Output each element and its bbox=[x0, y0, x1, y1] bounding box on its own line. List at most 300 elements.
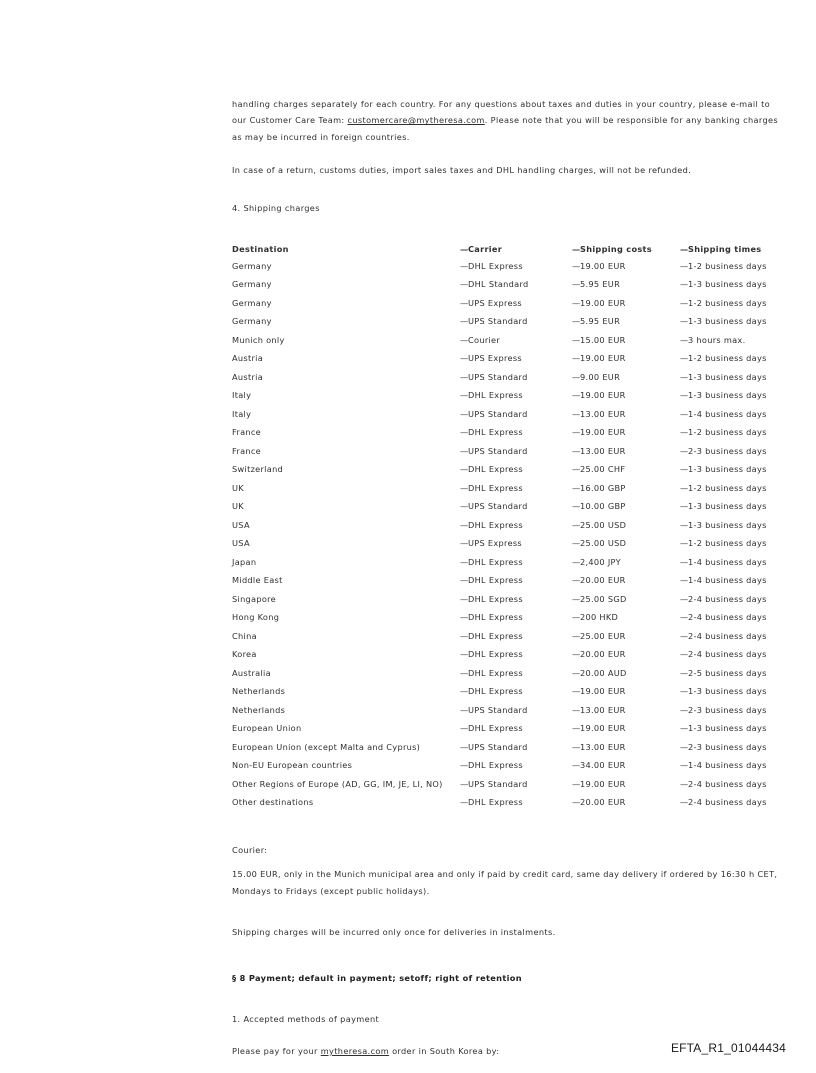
cell-shipping-time bbox=[680, 719, 784, 738]
cell-shipping-cost bbox=[572, 682, 680, 701]
dash-marker: — bbox=[460, 612, 469, 623]
cell-carrier bbox=[460, 756, 572, 775]
cell-shipping-cost-label: 5.95 EUR bbox=[580, 279, 621, 290]
cell-destination: USA bbox=[232, 538, 250, 549]
cell-shipping-cost-label: 19.00 EUR bbox=[580, 686, 626, 697]
cell-shipping-cost-label: 13.00 EUR bbox=[580, 408, 626, 419]
table-row bbox=[232, 386, 784, 405]
cell-carrier bbox=[460, 534, 572, 553]
table-row bbox=[232, 608, 784, 627]
cell-shipping-cost-label: 13.00 EUR bbox=[580, 445, 626, 456]
dash-marker: — bbox=[572, 723, 581, 734]
cell-carrier-label: DHL Express bbox=[468, 797, 523, 808]
dash-marker: — bbox=[572, 334, 581, 345]
dash-marker: — bbox=[460, 279, 469, 290]
dash-marker: — bbox=[460, 316, 469, 327]
cell-shipping-cost-label: 19.00 EUR bbox=[580, 260, 626, 271]
dash-marker: — bbox=[680, 723, 689, 734]
table-row bbox=[232, 275, 784, 294]
cell-carrier bbox=[460, 775, 572, 794]
intro-text-part2: . Please note that you will be responsible for any banking charges as may be incurred in foreign countries. bbox=[232, 115, 779, 142]
table-row bbox=[232, 590, 784, 609]
cell-carrier-label: UPS Standard bbox=[468, 741, 528, 752]
dash-marker: — bbox=[460, 667, 469, 678]
dash-marker: — bbox=[572, 390, 581, 401]
table-row bbox=[232, 738, 784, 757]
cell-shipping-time bbox=[680, 682, 784, 701]
cell-shipping-time bbox=[680, 405, 784, 424]
dash-marker: — bbox=[680, 501, 689, 512]
spacer bbox=[232, 991, 784, 1011]
cell-shipping-cost-label: 25.00 CHF bbox=[580, 464, 626, 475]
cell-shipping-cost bbox=[572, 590, 680, 609]
cell-shipping-time bbox=[680, 479, 784, 498]
cell-carrier-label: DHL Express bbox=[468, 260, 523, 271]
cell-shipping-time bbox=[680, 756, 784, 775]
dash-marker: — bbox=[460, 519, 469, 530]
dash-marker: — bbox=[460, 686, 469, 697]
cell-carrier bbox=[460, 405, 572, 424]
cell-carrier-label: DHL Express bbox=[468, 760, 523, 771]
dash-marker: — bbox=[572, 353, 581, 364]
column-header-shipping-costs bbox=[572, 244, 680, 257]
table-row bbox=[232, 405, 784, 424]
dash-marker: — bbox=[680, 279, 689, 290]
dash-marker: — bbox=[572, 538, 581, 549]
cell-shipping-cost-label: 20.00 EUR bbox=[580, 575, 626, 586]
cell-shipping-cost bbox=[572, 368, 680, 387]
cell-shipping-time-label: 3 hours max. bbox=[688, 334, 746, 345]
cell-carrier-label: DHL Express bbox=[468, 723, 523, 734]
cell-destination: Other destinations bbox=[232, 797, 314, 808]
cell-carrier bbox=[460, 701, 572, 720]
cell-carrier-label: UPS Standard bbox=[468, 704, 528, 715]
cell-shipping-time bbox=[680, 423, 784, 442]
dash-marker: — bbox=[572, 371, 581, 382]
column-header-carrier bbox=[460, 244, 572, 257]
cell-carrier bbox=[460, 294, 572, 313]
cell-destination: Netherlands bbox=[232, 704, 286, 715]
cell-shipping-time bbox=[680, 534, 784, 553]
cell-shipping-cost-label: 16.00 GBP bbox=[580, 482, 626, 493]
dash-marker: — bbox=[460, 704, 469, 715]
dash-marker: — bbox=[680, 593, 689, 604]
cell-carrier-label: UPS Standard bbox=[468, 371, 528, 382]
payment-methods-subheading: 1. Accepted methods of payment bbox=[232, 1013, 380, 1024]
dash-marker: — bbox=[680, 353, 689, 364]
cell-shipping-time bbox=[680, 701, 784, 720]
cell-shipping-time-label: 2-4 business days bbox=[688, 649, 767, 660]
cell-destination: Austria bbox=[232, 353, 264, 364]
spacer bbox=[232, 812, 784, 834]
cell-destination: Hong Kong bbox=[232, 612, 280, 623]
table-row bbox=[232, 460, 784, 479]
cell-destination: Italy bbox=[232, 408, 252, 419]
cell-carrier-label: UPS Express bbox=[468, 538, 522, 549]
dash-marker: — bbox=[460, 482, 469, 493]
table-header-row bbox=[232, 244, 784, 257]
cell-carrier-label: DHL Express bbox=[468, 667, 523, 678]
dash-marker: — bbox=[572, 760, 581, 771]
cell-shipping-cost-label: 2,400 JPY bbox=[580, 556, 621, 567]
cell-carrier-label: DHL Express bbox=[468, 593, 523, 604]
dash-marker: — bbox=[572, 445, 581, 456]
dash-marker: — bbox=[680, 686, 689, 697]
document-content bbox=[232, 96, 784, 1059]
dash-marker: — bbox=[680, 630, 689, 641]
cell-shipping-time-label: 2-4 business days bbox=[688, 630, 767, 641]
dash-marker: — bbox=[680, 297, 689, 308]
spacer bbox=[232, 907, 784, 924]
shipping-charges-table bbox=[232, 244, 784, 812]
dash-marker: — bbox=[680, 390, 689, 401]
table-row bbox=[232, 516, 784, 535]
cell-shipping-cost bbox=[572, 405, 680, 424]
dash-marker: — bbox=[572, 741, 581, 752]
dash-marker: — bbox=[460, 649, 469, 660]
cell-shipping-cost-label: 19.00 EUR bbox=[580, 778, 626, 789]
cell-shipping-cost bbox=[572, 386, 680, 405]
cell-shipping-cost-label: 19.00 EUR bbox=[580, 723, 626, 734]
cell-shipping-cost bbox=[572, 516, 680, 535]
cell-carrier bbox=[460, 516, 572, 535]
dash-marker: — bbox=[680, 760, 689, 771]
dash-marker: — bbox=[572, 667, 581, 678]
dash-marker: — bbox=[680, 538, 689, 549]
dash-marker: — bbox=[572, 630, 581, 641]
cell-shipping-cost-label: 20.00 EUR bbox=[580, 797, 626, 808]
cell-carrier bbox=[460, 682, 572, 701]
table-row bbox=[232, 627, 784, 646]
dash-marker: — bbox=[460, 371, 469, 382]
dash-marker: — bbox=[572, 778, 581, 789]
dash-marker: — bbox=[680, 334, 689, 345]
cell-shipping-cost bbox=[572, 793, 680, 812]
table-row bbox=[232, 756, 784, 775]
payment-text-part2: order in South Korea by: bbox=[389, 1045, 500, 1056]
cell-destination: Japan bbox=[232, 556, 257, 567]
dash-marker: — bbox=[680, 519, 689, 530]
cell-shipping-cost-label: 25.00 SGD bbox=[580, 593, 627, 604]
dash-marker: — bbox=[460, 408, 469, 419]
cell-destination: Netherlands bbox=[232, 686, 286, 697]
dash-marker: — bbox=[680, 612, 689, 623]
column-header-shipping-costs-label: Shipping costs bbox=[580, 243, 652, 254]
dash-marker: — bbox=[460, 390, 469, 401]
cell-shipping-time-label: 1-3 business days bbox=[688, 723, 767, 734]
cell-shipping-time-label: 1-3 business days bbox=[688, 686, 767, 697]
cell-carrier-label: DHL Express bbox=[468, 575, 523, 586]
dash-marker: — bbox=[572, 408, 581, 419]
cell-shipping-cost bbox=[572, 701, 680, 720]
cell-carrier bbox=[460, 460, 572, 479]
cell-carrier bbox=[460, 386, 572, 405]
cell-shipping-cost-label: 13.00 EUR bbox=[580, 704, 626, 715]
dash-marker: — bbox=[680, 243, 689, 254]
dash-marker: — bbox=[460, 243, 469, 254]
cell-shipping-time bbox=[680, 664, 784, 683]
dash-marker: — bbox=[572, 297, 581, 308]
table-row bbox=[232, 645, 784, 664]
dash-marker: — bbox=[680, 741, 689, 752]
cell-shipping-cost bbox=[572, 738, 680, 757]
cell-carrier bbox=[460, 571, 572, 590]
table-row bbox=[232, 257, 784, 276]
cell-shipping-cost bbox=[572, 497, 680, 516]
cell-carrier bbox=[460, 738, 572, 757]
cell-carrier bbox=[460, 664, 572, 683]
cell-shipping-time-label: 2-4 business days bbox=[688, 593, 767, 604]
cell-destination: Germany bbox=[232, 260, 272, 271]
cell-carrier bbox=[460, 349, 572, 368]
cell-shipping-cost bbox=[572, 645, 680, 664]
dash-marker: — bbox=[460, 427, 469, 438]
table-row bbox=[232, 719, 784, 738]
cell-destination: Non-EU European countries bbox=[232, 760, 353, 771]
cell-shipping-time bbox=[680, 460, 784, 479]
cell-carrier bbox=[460, 331, 572, 350]
cell-shipping-cost-label: 19.00 EUR bbox=[580, 297, 626, 308]
cell-carrier bbox=[460, 645, 572, 664]
cell-destination: France bbox=[232, 427, 262, 438]
dash-marker: — bbox=[572, 686, 581, 697]
cell-destination: USA bbox=[232, 519, 250, 530]
cell-carrier-label: DHL Express bbox=[468, 482, 523, 493]
cell-destination: UK bbox=[232, 501, 244, 512]
cell-shipping-cost-label: 5.95 EUR bbox=[580, 316, 621, 327]
cell-carrier-label: DHL Express bbox=[468, 390, 523, 401]
cell-shipping-time-label: 1-2 business days bbox=[688, 297, 767, 308]
dash-marker: — bbox=[572, 649, 581, 660]
cell-shipping-time-label: 2-3 business days bbox=[688, 704, 767, 715]
dash-marker: — bbox=[572, 316, 581, 327]
dash-marker: — bbox=[460, 556, 469, 567]
cell-shipping-cost-label: 20.00 AUD bbox=[580, 667, 627, 678]
dash-marker: — bbox=[680, 575, 689, 586]
cell-destination: European Union bbox=[232, 723, 302, 734]
cell-shipping-cost bbox=[572, 312, 680, 331]
cell-shipping-cost-label: 9.00 EUR bbox=[580, 371, 621, 382]
cell-destination: Austria bbox=[232, 371, 264, 382]
table-row bbox=[232, 368, 784, 387]
cell-carrier bbox=[460, 627, 572, 646]
cell-carrier bbox=[460, 312, 572, 331]
cell-shipping-time bbox=[680, 516, 784, 535]
table-header bbox=[232, 244, 784, 257]
dash-marker: — bbox=[460, 297, 469, 308]
cell-carrier-label: DHL Express bbox=[468, 519, 523, 530]
refund-note-paragraph: In case of a return, customs duties, import sales taxes and DHL handling charges, will not be refunded. bbox=[232, 164, 692, 175]
customer-care-email-link[interactable]: customercare@mytheresa.com bbox=[347, 115, 485, 126]
cell-shipping-time-label: 2-5 business days bbox=[688, 667, 767, 678]
cell-shipping-cost-label: 13.00 EUR bbox=[580, 741, 626, 752]
dash-marker: — bbox=[572, 519, 581, 530]
dash-marker: — bbox=[680, 408, 689, 419]
dash-marker: — bbox=[460, 723, 469, 734]
cell-carrier-label: DHL Express bbox=[468, 556, 523, 567]
dash-marker: — bbox=[680, 556, 689, 567]
dash-marker: — bbox=[680, 797, 689, 808]
courier-description: 15.00 EUR, only in the Munich municipal area and only if paid by credit card, same day delivery if ordered by 16:30 h CET, Mondays to Fridays (except public holidays). bbox=[232, 869, 778, 896]
cell-destination: UK bbox=[232, 482, 244, 493]
dash-marker: — bbox=[460, 778, 469, 789]
dash-marker: — bbox=[572, 427, 581, 438]
dash-marker: — bbox=[460, 538, 469, 549]
cell-carrier-label: UPS Standard bbox=[468, 501, 528, 512]
cell-shipping-time-label: 1-4 business days bbox=[688, 556, 767, 567]
dash-marker: — bbox=[572, 482, 581, 493]
cell-shipping-cost bbox=[572, 775, 680, 794]
cell-shipping-cost bbox=[572, 571, 680, 590]
cell-shipping-time-label: 1-4 business days bbox=[688, 408, 767, 419]
table-row bbox=[232, 497, 784, 516]
cell-destination: Singapore bbox=[232, 593, 277, 604]
cell-carrier-label: DHL Express bbox=[468, 612, 523, 623]
cell-carrier-label: DHL Express bbox=[468, 686, 523, 697]
cell-carrier-label: Courier bbox=[468, 334, 501, 345]
cell-shipping-time bbox=[680, 590, 784, 609]
dash-marker: — bbox=[572, 593, 581, 604]
cell-shipping-time-label: 1-3 business days bbox=[688, 464, 767, 475]
cell-carrier-label: UPS Express bbox=[468, 297, 522, 308]
table-row bbox=[232, 294, 784, 313]
table-row bbox=[232, 479, 784, 498]
table-row bbox=[232, 423, 784, 442]
cell-shipping-time-label: 1-4 business days bbox=[688, 575, 767, 586]
table-row bbox=[232, 775, 784, 794]
dash-marker: — bbox=[460, 353, 469, 364]
cell-shipping-cost bbox=[572, 275, 680, 294]
dash-marker: — bbox=[572, 501, 581, 512]
cell-destination: France bbox=[232, 445, 262, 456]
dash-marker: — bbox=[680, 704, 689, 715]
cell-shipping-cost bbox=[572, 423, 680, 442]
cell-carrier-label: UPS Standard bbox=[468, 778, 528, 789]
cell-shipping-time bbox=[680, 349, 784, 368]
dash-marker: — bbox=[460, 630, 469, 641]
cell-carrier-label: UPS Standard bbox=[468, 408, 528, 419]
cell-shipping-time-label: 1-2 business days bbox=[688, 260, 767, 271]
cell-shipping-time-label: 2-3 business days bbox=[688, 741, 767, 752]
dash-marker: — bbox=[460, 445, 469, 456]
cell-shipping-cost-label: 25.00 EUR bbox=[580, 630, 626, 641]
cell-carrier-label: UPS Express bbox=[468, 353, 522, 364]
cell-carrier bbox=[460, 497, 572, 516]
table-row bbox=[232, 664, 784, 683]
dash-marker: — bbox=[572, 260, 581, 271]
cell-shipping-time-label: 1-3 business days bbox=[688, 501, 767, 512]
cell-shipping-time bbox=[680, 257, 784, 276]
column-header-destination: Destination bbox=[232, 243, 289, 254]
cell-carrier bbox=[460, 423, 572, 442]
dash-marker: — bbox=[680, 482, 689, 493]
cell-shipping-cost bbox=[572, 331, 680, 350]
cell-shipping-cost bbox=[572, 664, 680, 683]
cell-carrier-label: DHL Express bbox=[468, 630, 523, 641]
cell-shipping-time-label: 1-2 business days bbox=[688, 538, 767, 549]
cell-destination: Munich only bbox=[232, 334, 285, 345]
cell-destination: Switzerland bbox=[232, 464, 284, 475]
cell-shipping-time bbox=[680, 645, 784, 664]
cell-carrier-label: DHL Express bbox=[468, 649, 523, 660]
cell-shipping-time bbox=[680, 294, 784, 313]
dash-marker: — bbox=[572, 612, 581, 623]
dash-marker: — bbox=[680, 371, 689, 382]
table-row bbox=[232, 571, 784, 590]
dash-marker: — bbox=[680, 667, 689, 678]
cell-shipping-cost bbox=[572, 257, 680, 276]
dash-marker: — bbox=[680, 427, 689, 438]
cell-shipping-cost-label: 25.00 USD bbox=[580, 538, 627, 549]
cell-shipping-time bbox=[680, 793, 784, 812]
column-header-shipping-times bbox=[680, 244, 784, 257]
cell-carrier bbox=[460, 257, 572, 276]
cell-shipping-cost-label: 20.00 EUR bbox=[580, 649, 626, 660]
cell-shipping-time-label: 1-3 business days bbox=[688, 371, 767, 382]
dash-marker: — bbox=[680, 316, 689, 327]
spacer bbox=[232, 178, 784, 195]
dash-marker: — bbox=[460, 501, 469, 512]
cell-shipping-time-label: 2-3 business days bbox=[688, 445, 767, 456]
cell-shipping-time-label: 1-3 business days bbox=[688, 390, 767, 401]
intro-paragraph bbox=[232, 96, 784, 145]
dash-marker: — bbox=[572, 464, 581, 475]
column-header-carrier-label: Carrier bbox=[468, 243, 503, 254]
cell-shipping-cost-label: 19.00 EUR bbox=[580, 353, 626, 364]
cell-shipping-cost bbox=[572, 442, 680, 461]
table-row bbox=[232, 442, 784, 461]
cell-shipping-time-label: 1-4 business days bbox=[688, 760, 767, 771]
cell-shipping-time bbox=[680, 312, 784, 331]
cell-carrier bbox=[460, 590, 572, 609]
dash-marker: — bbox=[572, 243, 581, 254]
cell-shipping-cost-label: 15.00 EUR bbox=[580, 334, 626, 345]
table-row bbox=[232, 682, 784, 701]
cell-shipping-cost-label: 19.00 EUR bbox=[580, 390, 626, 401]
dash-marker: — bbox=[572, 704, 581, 715]
cell-shipping-time-label: 1-3 business days bbox=[688, 519, 767, 530]
table-row bbox=[232, 701, 784, 720]
mytheresa-link[interactable]: mytheresa.com bbox=[320, 1045, 390, 1056]
cell-shipping-time bbox=[680, 386, 784, 405]
cell-shipping-cost-label: 34.00 EUR bbox=[580, 760, 626, 771]
cell-shipping-cost-label: 10.00 GBP bbox=[580, 501, 626, 512]
table-row bbox=[232, 793, 784, 812]
cell-shipping-time bbox=[680, 571, 784, 590]
cell-shipping-cost bbox=[572, 479, 680, 498]
cell-destination: Korea bbox=[232, 649, 257, 660]
cell-carrier-label: UPS Standard bbox=[468, 316, 528, 327]
dash-marker: — bbox=[680, 445, 689, 456]
spacer bbox=[232, 145, 784, 162]
cell-shipping-cost-label: 200 HKD bbox=[580, 612, 619, 623]
cell-shipping-cost bbox=[572, 460, 680, 479]
cell-destination: Germany bbox=[232, 279, 272, 290]
dash-marker: — bbox=[680, 464, 689, 475]
document-footer-code: EFTA_R1_01044434 bbox=[670, 1041, 786, 1055]
dash-marker: — bbox=[572, 797, 581, 808]
cell-shipping-cost bbox=[572, 719, 680, 738]
dash-marker: — bbox=[460, 334, 469, 345]
cell-shipping-cost bbox=[572, 756, 680, 775]
cell-shipping-time bbox=[680, 608, 784, 627]
cell-carrier bbox=[460, 608, 572, 627]
cell-destination: Germany bbox=[232, 297, 272, 308]
cell-destination: European Union (except Malta and Cyprus) bbox=[232, 741, 421, 752]
dash-marker: — bbox=[680, 778, 689, 789]
cell-shipping-time bbox=[680, 497, 784, 516]
cell-shipping-time bbox=[680, 553, 784, 572]
